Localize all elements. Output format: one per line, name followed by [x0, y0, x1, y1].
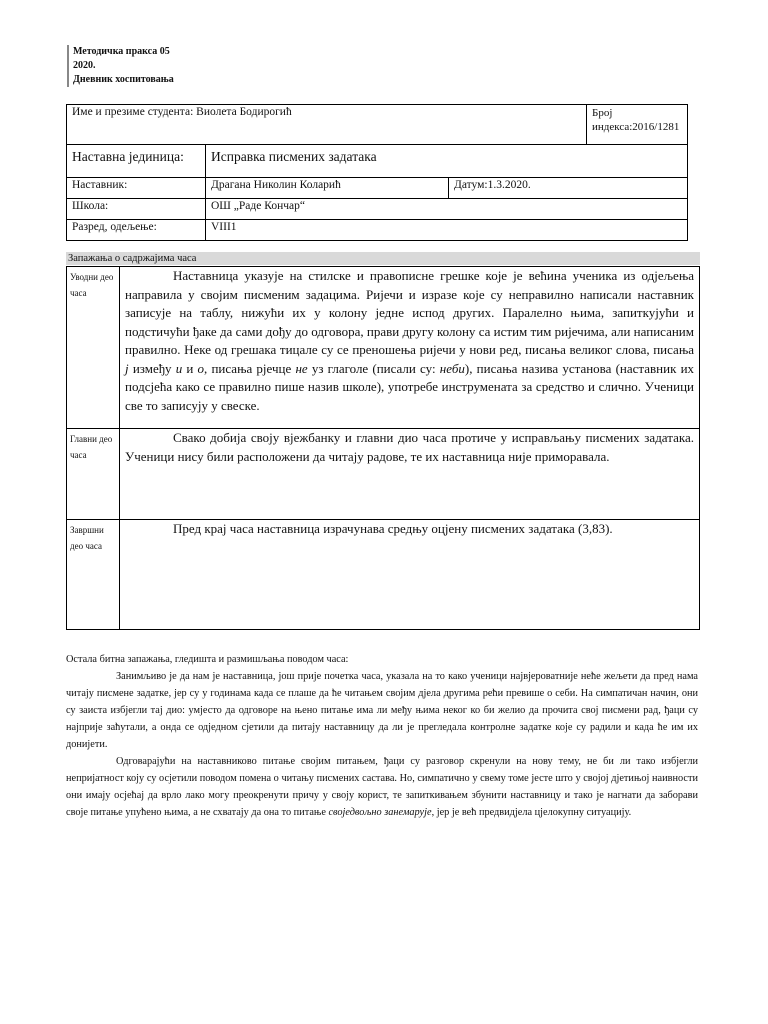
index-cell: [587, 105, 688, 145]
header-line-1: Методичка пракса 05: [73, 46, 170, 57]
end-text: Пред крај часа наставница израчунава средњу оцјену писмених задатака (3,83).: [120, 520, 700, 630]
main-text: Свако добија своју вјежбанку и главни дио часа протиче у исправљању писмених задатака. Ученици нису били расположени да читају радове, те их наставница није приморавала.: [120, 429, 700, 520]
intro-text: Наставница указује на стилске и правописне грешке које је већина ученика из одјељења направила у својим писменим задацима. Ријечи и изразе које су неправилно написали наставник записује на таблу, нижући их у колону једне испод других. Паралелно њима, запиткујући и подстичући ђаке да сами дођу до одговора, прави другу колону са истим тим ријечима, али написаним правилно. Неке од грешака тицале су се преношења ријечи у нови ред, писања великог слова, писања ј између и и о, писања рјечце не уз глаголе (писали су: неби), писања назива установа (наставник их подсјећа како се правилно пише назив школе), употребе инструмената за средство и слично. Ученици све то записују у свеске.: [120, 267, 700, 429]
notes-paragraph-1: Занимљиво је да нам је наставница, још прије почетка часа, указала на то како ученици највјероватније неће жељети да пред нама читају писмене задатке, јер су у годинама када се плаше да ће читањем својим дјела другима рећи превише о себи. На симпатичан начин, они су заиста избјегли тај дио: умјесто да одговоре на њено питање има ли међу њима неког ко би желио да прочита свој писмени рад, ђаци су најприје заћутали, а онда се одједном сјетили да питају наставницу да ли је прегледала контролне задатке које су радили и када ће им их донијети.: [66, 671, 698, 750]
notes-heading: Остала битна запажања, гледишта и размишљања поводом часа:: [66, 654, 349, 665]
teacher-value: Драгана Николин Коларић: [206, 178, 449, 199]
additional-notes: [66, 651, 698, 821]
observations-heading: Запажања о садржајима часа: [66, 252, 700, 265]
unit-label: Наставна јединица:: [67, 145, 206, 178]
grade-label: Разред, одељење:: [67, 220, 206, 241]
student-name: Виолета Бодирогић: [196, 106, 292, 118]
student-info-table: [66, 104, 688, 241]
index-value: индекса:2016/1281: [592, 121, 680, 133]
document-header: [67, 45, 174, 87]
school-label: Школа:: [67, 199, 206, 220]
student-label: Име и презиме студента:: [72, 106, 194, 118]
notes-paragraph-2: Одговарајући на наставниково питање својим питањем, ђаци су разговор скренули на нову тему, не би ли тако избјегли непријатност коју су осјетили поводом помена о читању писмених састава. Но, симпатично у свему томе јесте што у својој дјетињој наивности они имају осјећај да врло лако могу преокренути причу у своју корист, те запиткивањем збунити наставницу и тако је нагнати да заборави своје питање упућено њима, а не схватају да она то питање своједвољно занемарује, јер је већ предвидјела цјелокупну ситуацију.: [66, 756, 698, 818]
header-line-2: 2020.: [73, 60, 96, 71]
unit-value: Исправка писмених задатака: [206, 145, 688, 178]
index-label: Број: [592, 107, 613, 119]
end-label: Завршни део часа: [67, 520, 120, 630]
observations-table: [66, 266, 700, 630]
school-value: ОШ „Раде Кончар“: [206, 199, 688, 220]
main-label: Главни део часа: [67, 429, 120, 520]
intro-label: Уводни део часа: [67, 267, 120, 429]
header-line-3: Дневник хоспитовања: [73, 74, 174, 85]
teacher-label: Наставник:: [67, 178, 206, 199]
grade-value: VIII1: [206, 220, 688, 241]
student-name-cell: [67, 105, 587, 145]
date-value: Датум:1.3.2020.: [449, 178, 688, 199]
